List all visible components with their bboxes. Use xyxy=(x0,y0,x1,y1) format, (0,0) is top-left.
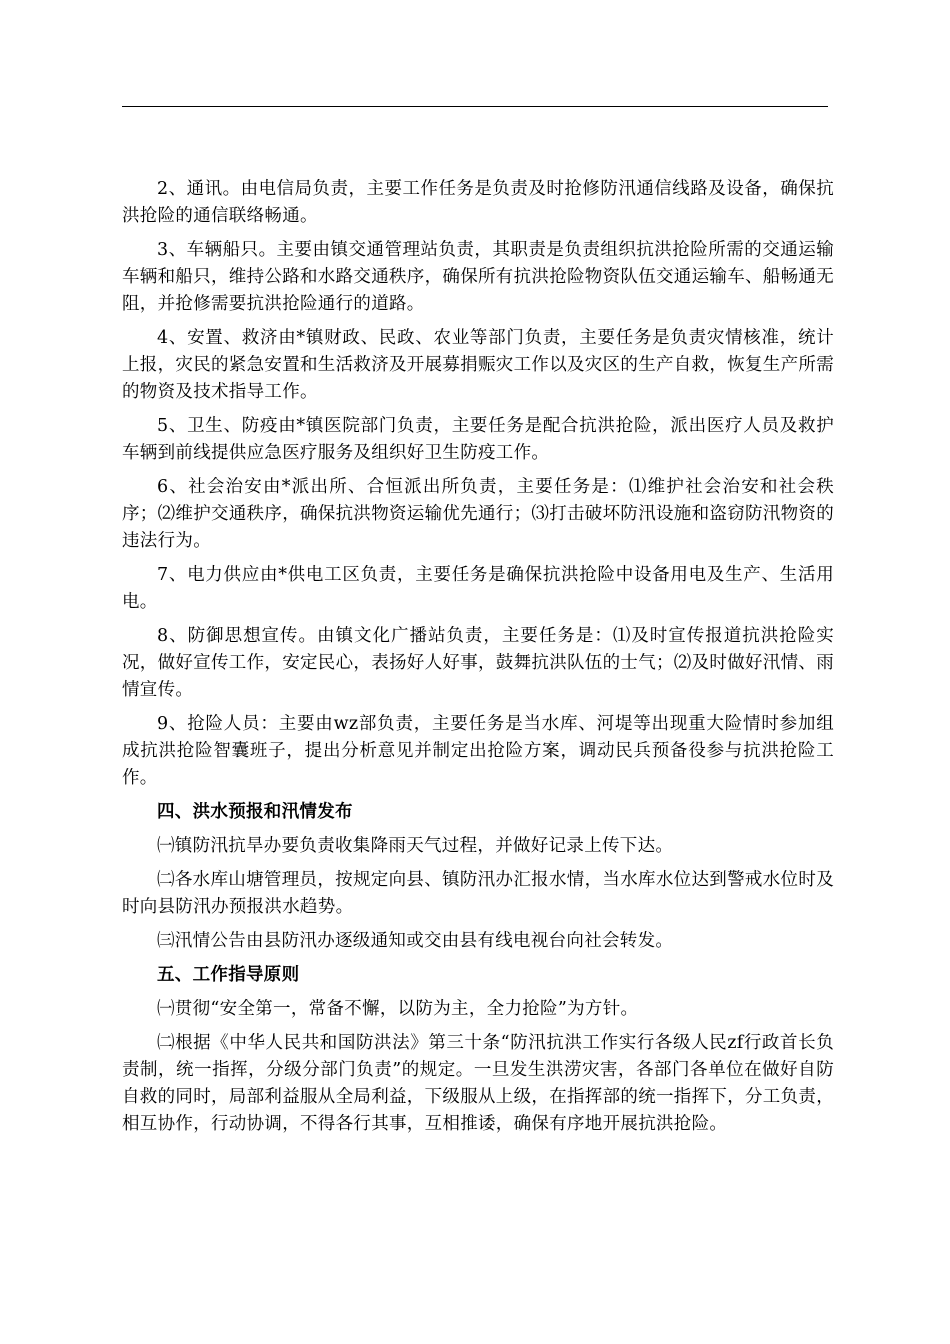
paragraph-health-epidemic: 5、卫生、防疫由*镇医院部门负责，主要任务是配合抗洪抢险，派出医疗人员及救护车辆到前线提供应急医疗服务及组织好卫生防疫工作。 xyxy=(122,416,834,463)
paragraph-forecast-1: ㈠镇防汛抗旱办要负责收集降雨天气过程，并做好记录上传下达。 xyxy=(157,836,674,856)
paragraph-public-security: 6、社会治安由*派出所、合恒派出所负责，主要任务是：⑴维护社会治安和社会秩序；⑵维护交通秩序，确保抗洪物资运输优先通行；⑶打击破坏防汛设施和盗窃防汛物资的违法行为。 xyxy=(122,477,834,551)
paragraph-vehicles-ships: 3、车辆船只。主要由镇交通管理站负责，其职责是负责组织抗洪抢险所需的交通运输车辆和船只，维持公路和水路交通秩序，确保所有抗洪抢险物资队伍交通运输车、船畅通无阻，并抢修需要抗洪抢险通行的道路。 xyxy=(122,240,834,314)
paragraph-rescue-personnel: 9、抢险人员：主要由wz部负责，主要任务是当水库、河堤等出现重大险情时参加组成抗洪抢险智囊班子，提出分析意见并制定出抢险方案，调动民兵预备役参与抗洪抢险工作。 xyxy=(122,714,834,788)
paragraph-communications: 2、通讯。由电信局负责，主要工作任务是负责及时抢修防汛通信线路及设备，确保抗洪抢险的通信联络畅通。 xyxy=(122,179,834,226)
paragraph-publicity: 8、防御思想宣传。由镇文化广播站负责，主要任务是：⑴及时宣传报道抗洪抢险实况，做好宣传工作，安定民心，表扬好人好事，鼓舞抗洪队伍的士气；⑵及时做好汛情、雨情宣传。 xyxy=(122,626,834,700)
document-body xyxy=(122,176,834,1145)
paragraph-power-supply: 7、电力供应由*供电工区负责，主要任务是确保抗洪抢险中设备用电及生产、生活用电。 xyxy=(122,565,834,612)
section-heading-guiding-principles: 五、工作指导原则 xyxy=(157,965,300,985)
section-heading-flood-forecast: 四、洪水预报和汛情发布 xyxy=(157,802,353,822)
paragraph-resettlement-relief: 4、安置、救济由*镇财政、民政、农业等部门负责，主要任务是负责灾情核准，统计上报，灾民的紧急安置和生活救济及开展募捐赈灾工作以及灾区的生产自救，恢复生产所需的物资及技术指导工作。 xyxy=(122,328,834,402)
paragraph-forecast-3: ㈢汛情公告由县防汛办逐级通知或交由县有线电视台向社会转发。 xyxy=(157,931,674,951)
header-rule xyxy=(122,106,828,107)
paragraph-principle-2: ㈡根据《中华人民共和国防洪法》第三十条“防汛抗洪工作实行各级人民zf行政首长负责制，统一指挥，分级分部门负责”的规定。一旦发生洪涝灾害，各部门各单位在做好自防自救的同时，局部利益服从全局利益，下级服从上级，在指挥部的统一指挥下，分工负责，相互协作，行动协调，不得各行其事，互相推诿，确保有序地开展抗洪抢险。 xyxy=(122,1033,834,1134)
paragraph-forecast-2: ㈡各水库山塘管理员，按规定向县、镇防汛办汇报水情，当水库水位达到警戒水位时及时向县防汛办预报洪水趋势。 xyxy=(122,870,834,917)
paragraph-principle-1: ㈠贯彻“安全第一，常备不懈，以防为主，全力抢险”为方针。 xyxy=(157,999,639,1019)
